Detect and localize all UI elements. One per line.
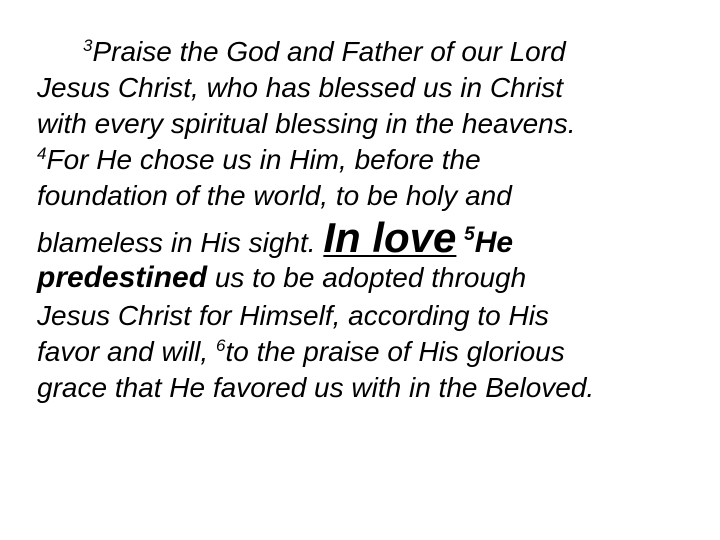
verse-number-4: 4 [37,144,47,163]
passage-line-1 [37,34,697,70]
verse-4-text: For He chose us in Him, before the [46,144,481,175]
adopted-text: us to be adopted through [207,262,527,293]
passage-line-7 [37,258,697,298]
passage-line-5: foundation of the world, to be holy and [37,180,512,211]
emphasis-in-love: In love [323,214,457,261]
passage-line-2: Jesus Christ, who has blessed us in Christ [37,72,563,103]
passage-line-6 [37,214,697,261]
emphasis-predestined: predestined [37,261,208,294]
verse-number-6: 6 [215,336,226,355]
passage-line-4 [37,142,697,178]
passage-line-3: with every spiritual blessing in the heavens. [37,108,576,139]
blameless-text: blameless in His sight. [37,227,324,258]
passage-line-9 [37,334,697,370]
verse-number-5: 5 [464,224,475,245]
passage-line-8: Jesus Christ for Himself, according to His [37,300,549,331]
verse-6-text: to the praise of His glorious [225,336,565,367]
scripture-passage [37,34,697,406]
favor-text: favor and will, [37,336,216,367]
verse-3-text: Praise the God and Father of our Lord [92,36,566,67]
verse-number-3: 3 [83,36,93,55]
verse-5-he: He [474,226,514,259]
passage-line-10: grace that He favored us with in the Beloved. [37,372,595,403]
